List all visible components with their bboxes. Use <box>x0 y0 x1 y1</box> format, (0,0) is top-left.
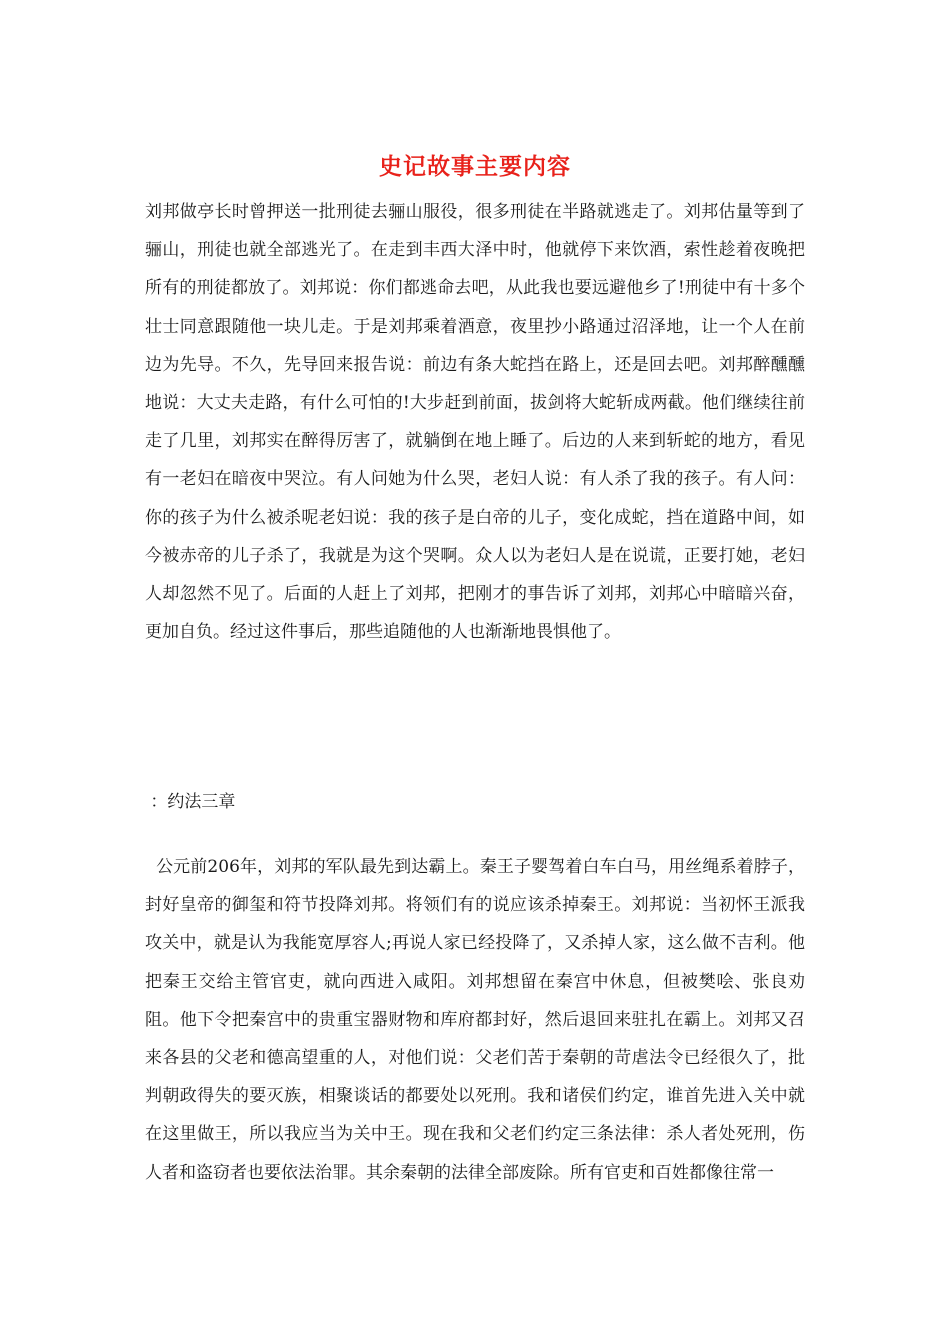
story-paragraph-2 <box>145 848 805 1192</box>
section-heading <box>145 786 805 818</box>
document-title: 史记故事主要内容 <box>379 153 571 180</box>
story-paragraph-2-text: 公元前206年，刘邦的军队最先到达霸上。秦王子婴驾着白车白马，用丝绳系着脖子，封好皇帝的御玺和符节投降刘邦。将领们有的说应该杀掉秦王。刘邦说：当初怀王派我攻关中，就是认为我能宽厚容人;再说人家已经投降了，又杀掉人家，这么做不吉利。他把秦王交给主管官吏，就向西进入咸阳。刘邦想留在秦宫中休息，但被樊哙、张良劝阻。他下令把秦宫中的贵重宝器财物和库府都封好，然后退回来驻扎在霸上。刘邦又召来各县的父老和德高望重的人，对他们说：父老们苦于秦朝的苛虐法令已经很久了，批判朝政得失的要灭族，相聚谈话的都要处以死刑。我和诸侯们约定，谁首先进入关中就在这里做王，所以我应当为关中王。现在我和父老们约定三条法律：杀人者处死刑，伤人者和盗窃者也要依法治罪。其余秦朝的法律全部废除。所有官吏和百姓都像往常一 <box>145 857 805 1183</box>
section-heading-text: ：约法三章 <box>150 792 236 812</box>
story-paragraph-1: 刘邦做亭长时曾押送一批刑徒去骊山服役，很多刑徒在半路就逃走了。刘邦估量等到了骊山，刑徒也就全部逃光了。在走到丰西大泽中时，他就停下来饮酒，索性趁着夜晚把所有的刑徒都放了。刘邦说：你们都逃命去吧，从此我也要远避他乡了!刑徒中有十多个壮士同意跟随他一块儿走。于是刘邦乘着酒意，夜里抄小路通过沼泽地，让一个人在前边为先导。不久，先导回来报告说：前边有条大蛇挡在路上，还是回去吧。刘邦醉醺醺地说：大丈夫走路，有什么可怕的!大步赶到前面，拔剑将大蛇斩成两截。他们继续往前走了几里，刘邦实在醉得厉害了，就躺倒在地上睡了。后边的人来到斩蛇的地方，看见有一老妇在暗夜中哭泣。有人问她为什么哭，老妇人说：有人杀了我的孩子。有人问：你的孩子为什么被杀呢老妇说：我的孩子是白帝的儿子，变化成蛇，挡在道路中间，如今被赤帝的儿子杀了，我就是为这个哭啊。众人以为老妇人是在说谎，正要打她，老妇人却忽然不见了。后面的人赶上了刘邦，把刚才的事告诉了刘邦，刘邦心中暗暗兴奋，更加自负。经过这件事后，那些追随他的人也渐渐地畏惧他了。 <box>145 202 805 643</box>
